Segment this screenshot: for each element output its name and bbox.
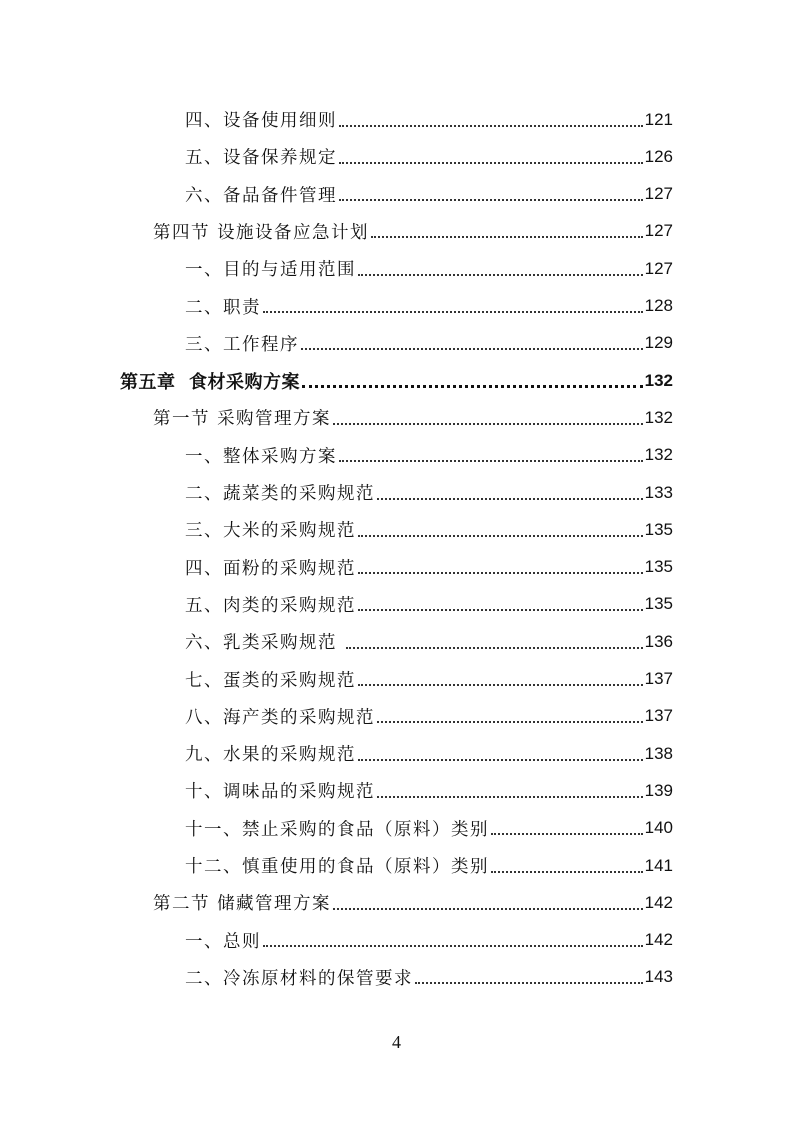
- toc-entry-page: 132: [644, 445, 673, 465]
- toc-entry-page: 142: [644, 930, 673, 950]
- dot-leader: [358, 535, 643, 537]
- dot-leader: [491, 833, 643, 835]
- toc-entry-title: 三、工作程序: [185, 334, 299, 355]
- toc-entry-page: 127: [644, 184, 673, 204]
- toc-entry-page: 136: [644, 631, 673, 651]
- toc-item-entry[interactable]: [185, 325, 673, 362]
- toc-entry-page: 126: [644, 146, 673, 166]
- toc-item-entry[interactable]: [185, 698, 673, 735]
- dot-leader: [358, 572, 643, 574]
- toc-entry-title: 三、大米的采购规范: [185, 521, 356, 542]
- toc-item-entry[interactable]: [185, 437, 673, 474]
- toc-entry-title: 七、蛋类的采购规范: [185, 670, 356, 691]
- toc-entry-title: 十、调味品的采购规范: [185, 782, 375, 803]
- dot-leader: [358, 684, 643, 686]
- toc-entry-title: 六、备品备件管理: [185, 185, 337, 206]
- dot-leader: [333, 908, 643, 910]
- dot-leader: [415, 982, 643, 984]
- toc-item-entry[interactable]: [185, 549, 673, 586]
- toc-entry-title: 五、设备保养规定: [185, 148, 337, 169]
- toc-entry-page: 132: [644, 370, 673, 390]
- toc-entry-title: 九、水果的采购规范: [185, 745, 356, 766]
- toc-entry-page: 132: [644, 407, 673, 427]
- toc-chapter-entry[interactable]: [120, 362, 673, 399]
- toc-item-entry[interactable]: [185, 101, 673, 138]
- toc-entry-page: 128: [644, 296, 673, 315]
- toc-entry-page: 135: [644, 557, 673, 577]
- toc-section-entry[interactable]: [153, 884, 673, 921]
- toc-entry-title: 一、目的与适用范围: [185, 260, 356, 281]
- toc-entry-page: 141: [644, 855, 673, 875]
- toc-entry-title: 第四节 设施设备应急计划: [153, 222, 370, 243]
- dot-leader: [377, 796, 643, 798]
- toc-section-entry[interactable]: [153, 213, 673, 250]
- toc-entry-page: 142: [644, 892, 673, 912]
- toc-entry-title: 第五章 食材采购方案: [120, 371, 301, 393]
- toc-entry-title: 十二、慎重使用的食品（原料）类别: [185, 857, 489, 877]
- toc-section-entry[interactable]: [153, 399, 673, 436]
- toc-item-entry[interactable]: [185, 810, 673, 847]
- toc-entry-title: 六、乳类采购规范: [185, 633, 345, 654]
- page-number: 4: [392, 1032, 401, 1052]
- toc-item-entry[interactable]: [185, 959, 673, 996]
- toc-entry-page: 137: [644, 669, 673, 688]
- toc-entry-page: 129: [644, 333, 673, 353]
- toc-entry-title: 四、面粉的采购规范: [185, 558, 356, 579]
- toc-entry-title: 二、蔬菜类的采购规范: [185, 484, 375, 504]
- toc-entry-page: 135: [644, 594, 673, 614]
- toc-item-entry[interactable]: [185, 288, 673, 325]
- toc-item-entry[interactable]: [185, 138, 673, 175]
- toc-item-entry[interactable]: [185, 847, 673, 884]
- toc-entry-title: 一、整体采购方案: [185, 446, 337, 467]
- toc-entry-title: 五、肉类的采购规范: [185, 595, 356, 616]
- toc-item-entry[interactable]: [185, 586, 673, 623]
- toc-entry-page: 135: [644, 519, 673, 539]
- dot-leader: [377, 721, 643, 723]
- toc-item-entry[interactable]: [185, 623, 673, 660]
- toc-entry-page: 121: [644, 109, 673, 129]
- toc-entry-title: 第二节 储藏管理方案: [153, 894, 332, 915]
- dot-leader: [377, 498, 643, 500]
- dot-leader: [263, 945, 643, 947]
- toc-item-entry[interactable]: [185, 250, 673, 287]
- dot-leader: [491, 871, 643, 873]
- toc-item-entry[interactable]: [185, 772, 673, 809]
- toc-entry-title: 八、海产类的采购规范: [185, 707, 375, 728]
- toc-entry-page: 127: [644, 221, 673, 241]
- toc-entry-page: 137: [644, 706, 673, 726]
- toc-item-entry[interactable]: [185, 661, 673, 698]
- dot-leader: [333, 423, 643, 425]
- dot-leader: [302, 385, 643, 388]
- dot-leader: [358, 609, 643, 611]
- toc-item-entry[interactable]: [185, 735, 673, 772]
- toc-entry-page: 133: [644, 482, 673, 502]
- toc-entry-title: 一、总则: [185, 931, 261, 952]
- toc-item-entry[interactable]: [185, 474, 673, 511]
- toc-entry-title: 二、职责: [185, 297, 261, 318]
- toc-item-entry[interactable]: [185, 511, 673, 548]
- toc-entry-title: 第一节 采购管理方案: [153, 409, 332, 430]
- toc-entry-page: 127: [644, 258, 673, 278]
- toc-entry-page: 143: [644, 967, 673, 987]
- toc-entry-page: 138: [644, 743, 673, 763]
- dot-leader: [301, 348, 643, 350]
- toc-entry-title: 二、冷冻原材料的保管要求: [185, 968, 413, 989]
- toc-entry-page: 139: [644, 780, 673, 800]
- toc-entry-title: 四、设备使用细则: [185, 111, 337, 131]
- dot-leader: [358, 274, 643, 276]
- dot-leader: [263, 311, 643, 313]
- dot-leader: [339, 162, 643, 164]
- toc-item-entry[interactable]: [185, 176, 673, 213]
- dot-leader: [358, 759, 643, 761]
- dot-leader: [346, 647, 643, 649]
- toc-entry-page: 140: [644, 818, 673, 838]
- dot-leader: [339, 125, 643, 127]
- dot-leader: [339, 460, 643, 462]
- dot-leader: [371, 236, 643, 238]
- dot-leader: [339, 199, 643, 201]
- toc-item-entry[interactable]: [185, 922, 673, 959]
- toc-entry-title: 十一、禁止采购的食品（原料）类别: [185, 819, 489, 840]
